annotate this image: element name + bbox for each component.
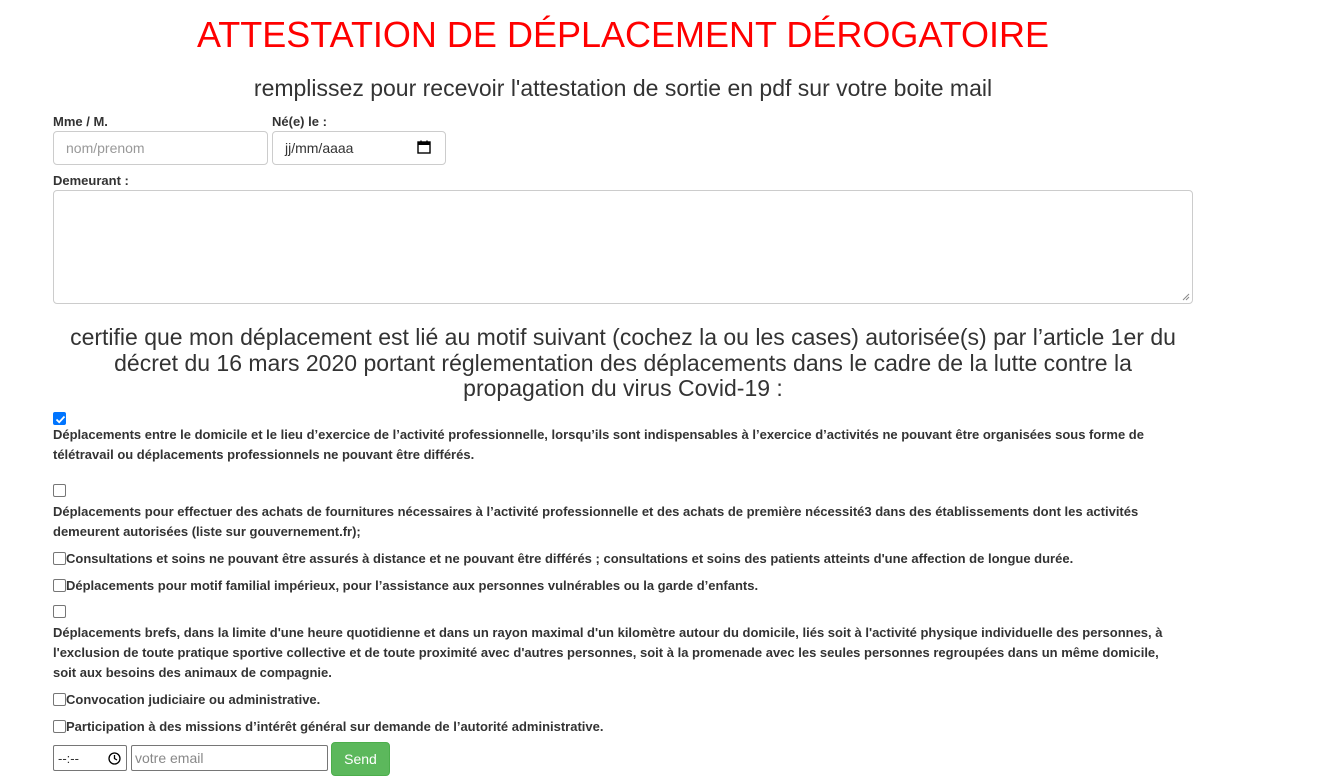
reason-label-work: Déplacements entre le domicile et le lieu d’exercice de l’activité professionnelle, lorsqu’ils sont indispensables à l’exercice d’activités ne pouvant être organisées sous forme de télétravail ou déplacements professionnels ne pouvant être différés. [53,427,1144,462]
reason-label-family: Déplacements pour motif familial impérieux, pour l’assistance aux personnes vulnérables ou la garde d’enfants. [66,578,759,593]
reason-label-summons: Convocation judiciaire ou administrative. [66,692,321,707]
reason-checkbox-general-interest[interactable] [53,720,66,733]
send-button[interactable]: Send [331,742,390,776]
calendar-icon[interactable] [417,140,431,154]
name-label: Mme / M. [53,114,108,129]
reason-checkbox-short-outing[interactable] [53,605,66,618]
reason-label-health: Consultations et soins ne pouvant être assurés à distance et ne pouvant être différés ; consultations et soins des patients atteints d'une affection de longue durée. [66,551,1074,566]
reason-checkbox-summons[interactable] [53,693,66,706]
address-textarea[interactable] [53,190,1193,304]
reason-label-general-interest: Participation à des missions d’intérêt général sur demande de l’autorité administrative. [66,719,604,734]
reason-checkbox-health[interactable] [53,552,66,565]
birth-date-placeholder: jj/mm/aaaa [285,140,354,156]
certify-statement: certifie que mon déplacement est lié au motif suivant (cochez la ou les cases) autorisée(s) par l’article 1er du décret du 16 mars 2020 portant réglementation des déplacements dans le cadre de la lutte contre la propagation du virus Covid-19 : [70,324,1176,401]
name-input[interactable] [53,131,268,165]
page-title: ATTESTATION DE DÉPLACEMENT DÉROGATOIRE [196,14,1050,55]
time-placeholder: --:-- [58,750,79,766]
reason-checkbox-purchases[interactable] [53,484,66,497]
birth-date-label: Né(e) le : [272,114,327,129]
reason-checkbox-work[interactable] [53,412,66,425]
time-input[interactable] [53,745,127,771]
page-subtitle: remplissez pour recevoir l'attestation de sortie en pdf sur votre boite mail [253,75,993,101]
address-label: Demeurant : [53,173,129,188]
reason-label-short-outing: Déplacements brefs, dans la limite d'une heure quotidienne et dans un rayon maximal d'un kilomètre autour du domicile, liés soit à l'activité physique individuelle des personnes, à l'exclusion de toute pratique sportive collective et de toute proximité avec d'autres personnes, soit à la promenade avec les seules personnes regroupées dans un même domicile, soit aux besoins des animaux de compagnie. [53,625,1163,680]
birth-date-input[interactable] [272,131,446,165]
resize-grip-icon[interactable] [1182,293,1190,301]
reason-label-purchases: Déplacements pour effectuer des achats de fournitures nécessaires à l’activité professionnelle et des achats de première nécessité3 dans des établissements dont les activités demeurent autorisées (liste sur gouvernement.fr); [53,504,1139,539]
email-input[interactable] [131,745,328,771]
reason-checkbox-family[interactable] [53,579,66,592]
clock-icon[interactable] [108,752,121,765]
